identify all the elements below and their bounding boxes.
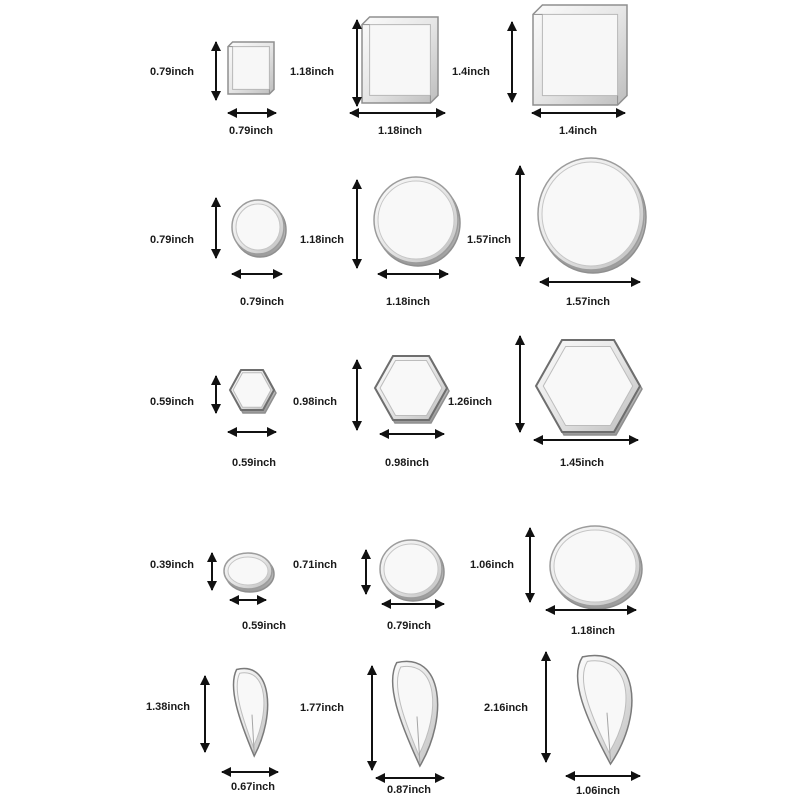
oval-cutter-1-width-label: 0.59inch [241,620,287,632]
square-cutter-1-width-label: 0.79inch [228,125,274,137]
teardrop-cutter-1-height-label: 1.38inch [146,701,191,713]
teardrop-cutter-3-height-label: 2.16inch [484,702,529,714]
teardrop-cutter-1-image [233,668,267,756]
circle-cutter-1-width-label: 0.79inch [239,296,285,308]
square-cutter-1-height-label: 0.79inch [150,66,195,78]
square-cutter-3-image [533,5,627,105]
oval-cutter-1-image [224,553,274,592]
hexagon-cutter-3-height-label: 1.26inch [448,396,493,408]
oval-cutter-2-image [380,540,444,601]
circle-cutter-3-height-label: 1.57inch [467,234,512,246]
teardrop-cutter-1-width-label: 0.67inch [230,781,276,793]
oval-cutter-3-width-label: 1.18inch [570,625,616,637]
teardrop-cutter-3-image [578,656,632,764]
circle-cutter-2-image [374,177,460,266]
oval-cutter-3-height-label: 1.06inch [470,559,515,571]
hexagon-cutter-3-width-label: 1.45inch [559,457,605,469]
teardrop-cutter-3-width-label: 1.06inch [575,785,621,797]
hexagon-cutter-2-width-label: 0.98inch [384,457,430,469]
teardrop-cutter-2-height-label: 1.77inch [300,702,345,714]
square-cutter-2-height-label: 1.18inch [290,66,335,78]
oval-cutter-1-height-label: 0.39inch [150,559,195,571]
hexagon-cutter-1-width-label: 0.59inch [231,457,277,469]
square-cutter-1-image [228,42,274,94]
circle-cutter-2-width-label: 1.18inch [385,296,431,308]
hexagon-cutter-2-height-label: 0.98inch [293,396,338,408]
circle-cutter-1-height-label: 0.79inch [150,234,195,246]
hexagon-cutter-1-height-label: 0.59inch [150,396,195,408]
teardrop-cutter-2-width-label: 0.87inch [386,784,432,796]
square-cutter-3-height-label: 1.4inch [452,66,490,78]
hexagon-cutter-1-image [230,370,276,413]
teardrop-cutter-2-image [393,661,438,766]
square-cutter-3-width-label: 1.4inch [559,125,597,137]
hexagon-cutter-2-image [375,356,449,423]
square-cutter-2-width-label: 1.18inch [377,125,423,137]
circle-cutter-1-image [232,200,286,257]
hexagon-cutter-3-image [536,340,642,435]
circle-cutter-3-image [538,158,646,273]
oval-cutter-2-width-label: 0.79inch [386,620,432,632]
oval-cutter-3-image [550,526,642,609]
circle-cutter-2-height-label: 1.18inch [300,234,345,246]
oval-cutter-2-height-label: 0.71inch [293,559,338,571]
square-cutter-2-image [362,17,438,103]
circle-cutter-3-width-label: 1.57inch [565,296,611,308]
